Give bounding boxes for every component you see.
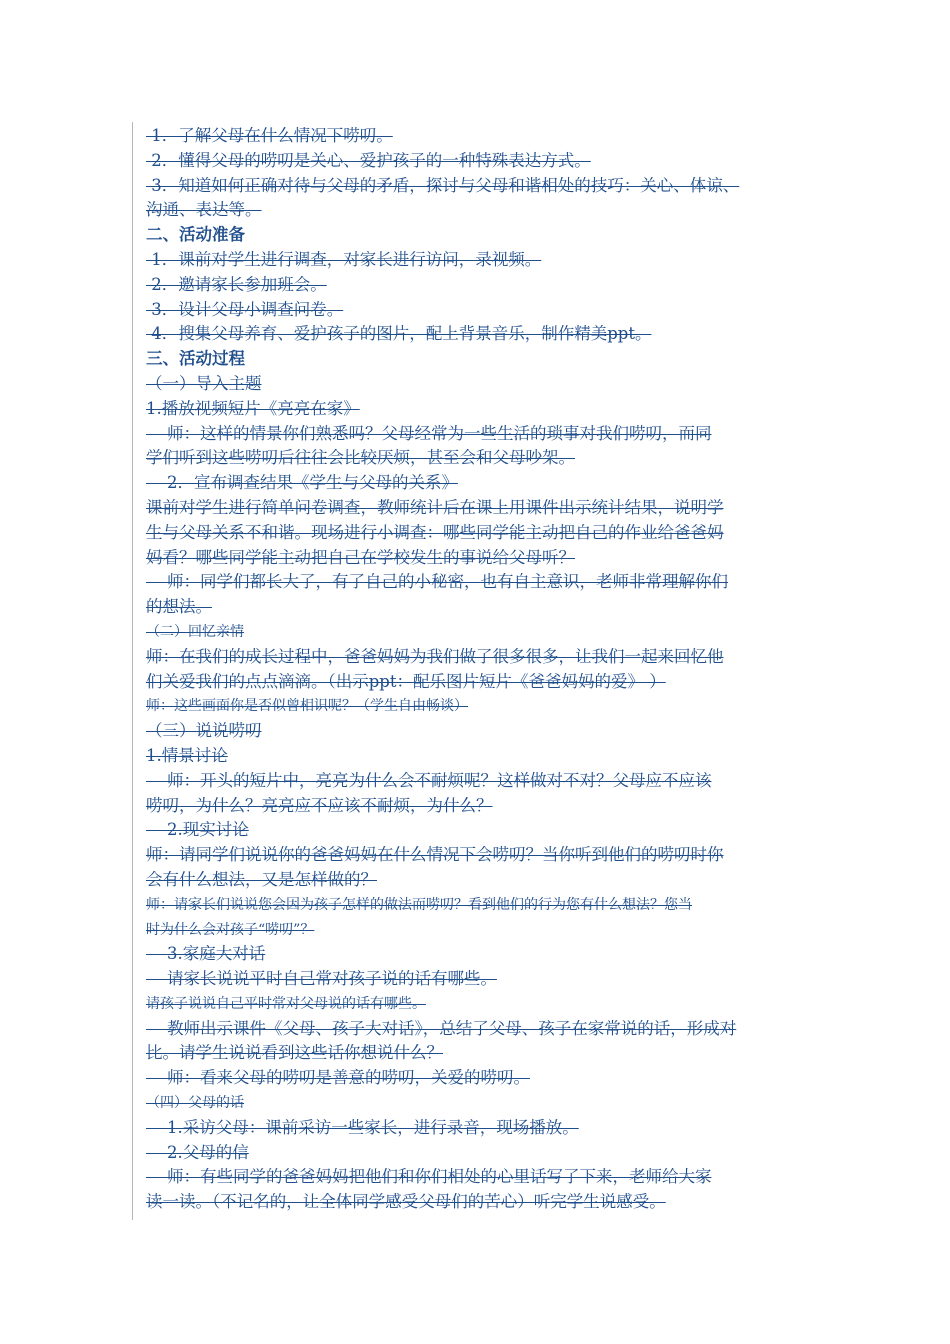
text-line: （一）导入主题 xyxy=(146,373,262,393)
document-body xyxy=(146,124,810,1215)
text-line: 2.现实讨论 xyxy=(146,820,249,840)
text-line: 师：这些画面你是否似曾相识呢？（学生自由畅谈） xyxy=(146,698,468,715)
text-line: 师：请家长们说说您会因为孩子怎样的做法而唠叨？看到他们的行为您有什么想法？您当 xyxy=(146,896,692,913)
text-line: （四）父母的话 xyxy=(146,1095,244,1112)
text-line: 4．搜集父母养育、爱护孩子的图片，配上背景音乐，制作精美ppt。 xyxy=(146,324,652,344)
text-line: 沟通、表达等。 xyxy=(146,200,262,220)
text-line: 请家长说说平时自己常对孩子说的话有哪些。 xyxy=(146,969,497,989)
text-line: 3．设计父母小调查问卷。 xyxy=(146,299,344,319)
text-line: （二）回忆亲情 xyxy=(146,623,244,640)
text-line: 1．了解父母在什么情况下唠叨。 xyxy=(146,126,393,145)
text-line: 师：在我们的成长过程中，爸爸妈妈为我们做了很多很多，让我们一起来回忆他 xyxy=(146,646,724,666)
page-margin-line xyxy=(132,122,133,1220)
text-line: 1.采访父母：课前采访一些家长，进行录音，现场播放。 xyxy=(146,1117,579,1137)
text-line: 读一读。（不记名的，让全体同学感受父母们的苦心）听完学生说感受。 xyxy=(146,1192,666,1212)
text-line: 生与父母关系不和谐。现场进行小调查：哪些同学能主动把自己的作业给爸爸妈 xyxy=(146,522,724,542)
text-line: 3.家庭大对话 xyxy=(146,944,266,964)
text-line: 们关爱我们的点点滴滴。（出示ppt：配乐图片短片《爸爸妈妈的爱》 ） xyxy=(146,671,666,691)
text-line: 师：看来父母的唠叨是善意的唠叨，关爱的唠叨。 xyxy=(146,1068,530,1088)
text-line: 时为什么会对孩子“唠叨”？ xyxy=(146,921,315,938)
text-line: 教师出示课件《父母、孩子大对话》，总结了父母、孩子在家常说的话，形成对 xyxy=(146,1018,737,1038)
section-heading: 三、活动过程 xyxy=(146,349,245,369)
text-line: 请孩子说说自己平时常对父母说的话有哪些。 xyxy=(146,995,426,1012)
text-line: 唠叨，为什么？亮亮应不应该不耐烦，为什么？ xyxy=(146,795,493,815)
text-line: （三）说说唠叨 xyxy=(146,721,262,741)
text-line: 妈看？哪些同学能主动把自己在学校发生的事说给父母听？ xyxy=(146,547,575,567)
text-line: 1.播放视频短片《亮亮在家》 xyxy=(146,398,360,418)
text-line: 的想法。 xyxy=(146,597,212,617)
text-line: 课前对学生进行简单问卷调查，教师统计后在课上用课件出示统计结果，说明学 xyxy=(146,497,724,517)
text-line: 2．邀请家长参加班会。 xyxy=(146,274,327,294)
text-line: 1．课前对学生进行调查，对家长进行访问，录视频。 xyxy=(146,249,542,269)
text-line: 师：有些同学的爸爸妈妈把他们和你们相处的心里话写了下来，老师给大家 xyxy=(146,1167,712,1187)
text-line: 学们听到这些唠叨后往往会比较厌烦，甚至会和父母吵架。 xyxy=(146,448,575,468)
text-line: 2.父母的信 xyxy=(146,1142,249,1162)
text-line: 比。请学生说说看到这些话你想说什么？ xyxy=(146,1043,443,1063)
text-line: 师：同学们都长大了，有了自己的小秘密，也有自主意识，老师非常理解你们 xyxy=(146,572,728,592)
text-line: 师：开头的短片中，亮亮为什么会不耐烦呢？这样做对不对？父母应不应该 xyxy=(146,770,712,790)
text-line: 1.情景讨论 xyxy=(146,745,228,765)
text-line: 3．知道如何正确对待与父母的矛盾，探讨与父母和谐相处的技巧：关心、体谅、 xyxy=(146,175,740,195)
text-line: 师：请同学们说说你的爸爸妈妈在什么情况下会唠叨？当你听到他们的唠叨时你 xyxy=(146,845,724,865)
text-line: 2．懂得父母的唠叨是关心、爱护孩子的一种特殊表达方式。 xyxy=(146,150,591,170)
section-heading: 二、活动准备 xyxy=(146,225,245,245)
text-line: 2．宣布调查结果《学生与父母的关系》 xyxy=(146,473,458,493)
text-line: 会有什么想法，又是怎样做的？ xyxy=(146,869,377,889)
text-line: 师：这样的情景你们熟悉吗？父母经常为一些生活的琐事对我们唠叨，而同 xyxy=(146,423,712,443)
